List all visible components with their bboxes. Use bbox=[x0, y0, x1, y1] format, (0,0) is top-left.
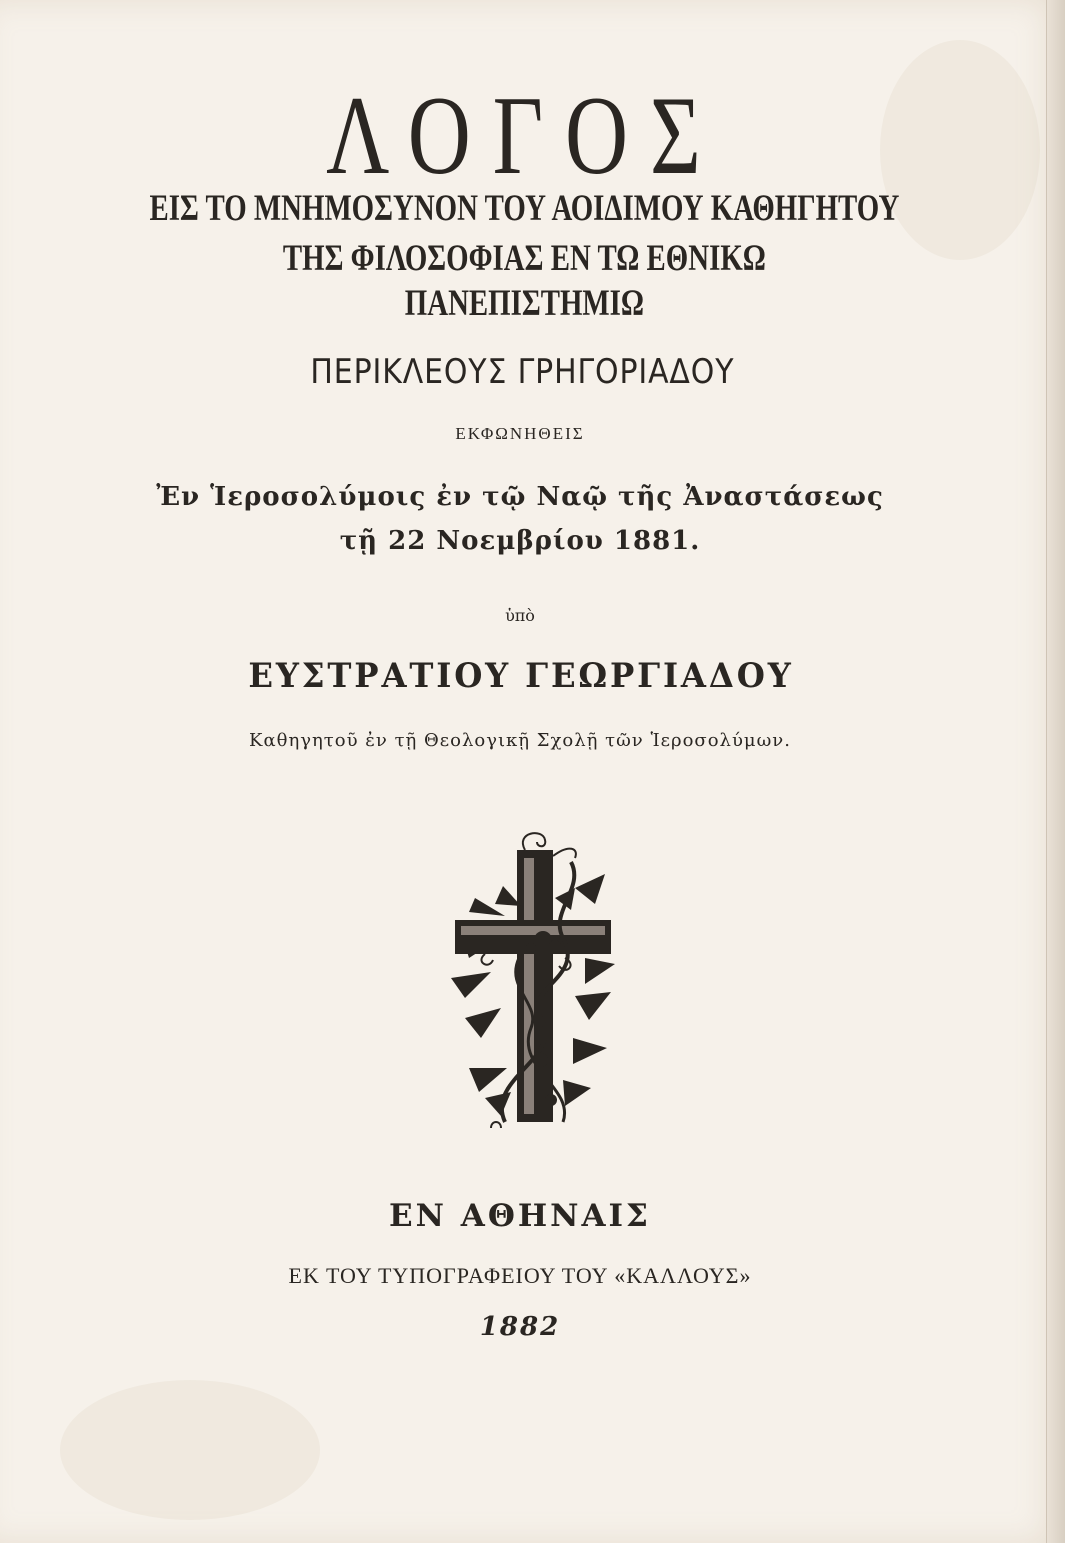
subtitle-line-3: ΠΑΝΕΠΙΣΤΗΜΙΩ bbox=[404, 283, 645, 324]
delivery-place: Ἐν Ἱεροσολύμοις ἐν τῷ Ναῷ τῆς Ἀναστάσεως bbox=[156, 482, 884, 512]
author-name: ΕΥΣΤΡΑΤΙΟΥ ΓΕΩΡΓΙΑΔΟΥ bbox=[248, 656, 794, 696]
honoree-name: ΠΕΡΙΚΛΕΟΥΣ ΓΡΗΓΟΡΙΑΔΟΥ bbox=[310, 352, 735, 392]
publication-city: ΕΝ ΑΘΗΝΑΙΣ bbox=[389, 1198, 651, 1234]
publication-year: 1882 bbox=[479, 1312, 561, 1342]
delivery-date: τῇ 22 Νοεμβρίου 1881. bbox=[339, 526, 701, 556]
delivered-label: ΕΚΦΩΝΗΘΕΙΣ bbox=[455, 424, 585, 443]
paper-stain bbox=[60, 1380, 320, 1520]
subtitle-line-2: ΤΗΣ ΦΙΛΟΣΟΦΙΑΣ ΕΝ ΤΩ ΕΘΝΙΚΩ bbox=[282, 238, 766, 279]
cross-with-foliage-icon bbox=[445, 828, 620, 1128]
author-position: Καθηγητοῦ ἐν τῇ Θεολογικῇ Σχολῇ τῶν Ἱεροσολύμων. bbox=[249, 730, 791, 751]
subtitle-line-1: ΕΙΣ ΤΟ ΜΝΗΜΟΣΥΝΟΝ ΤΟΥ ΑΟΙΔΙΜΟΥ ΚΑΘΗΓΗΤΟΥ bbox=[149, 188, 900, 229]
document-title: ΛΟΓΟΣ bbox=[326, 74, 723, 198]
printer-line: ΕΚ ΤΟΥ ΤΥΠΟΓΡΑΦΕΙΟΥ ΤΟΥ «ΚΑΛΛΟΥΣ» bbox=[288, 1263, 752, 1288]
page-edge bbox=[1046, 0, 1065, 1543]
by-label: ὑπὸ bbox=[505, 606, 535, 625]
